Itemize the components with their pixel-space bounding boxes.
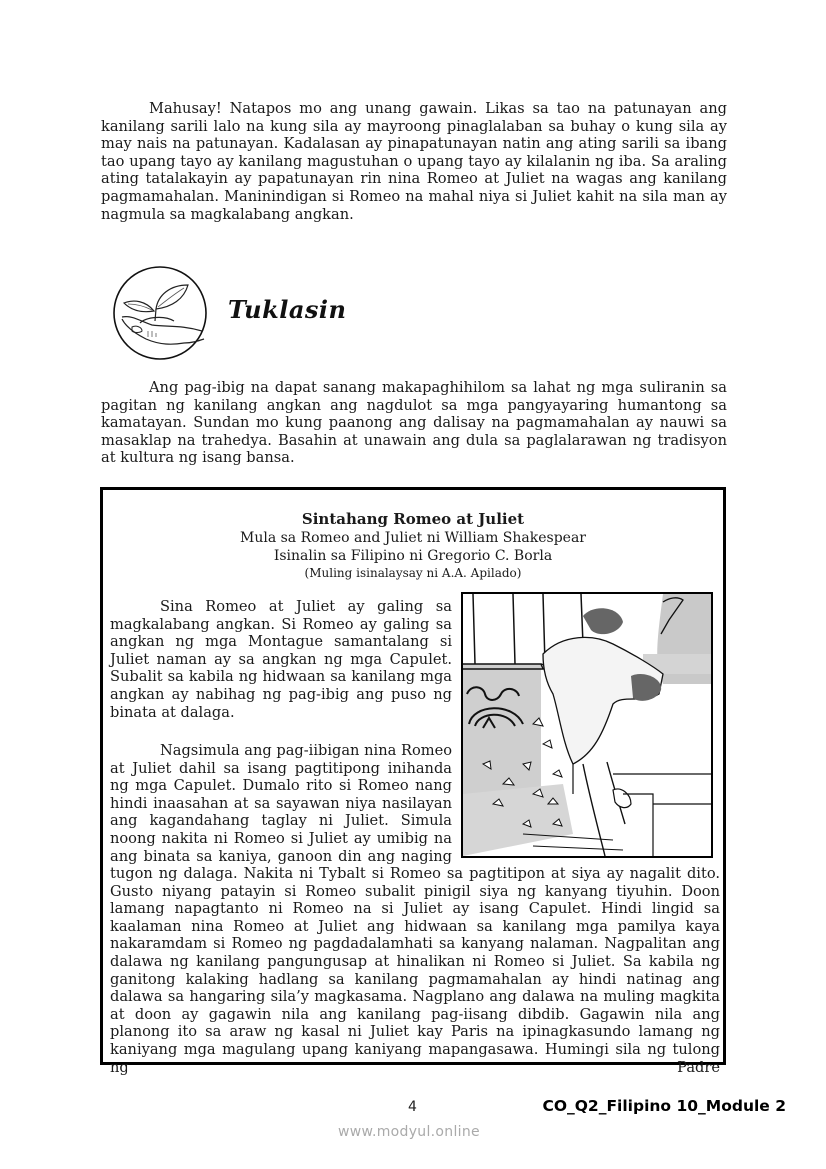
story-paragraph-1-text: Sina Romeo at Juliet ay galing sa magkalabang angkan. Si Romeo ay galing sa angkan ng mga Montague samantalang si Juliet naman ay sa angkan ng mga Capulet. Subalit sa kabila ng hidwaan sa kanilang mga angkan ay nabihag ng pag-ibig ang puso ng binata at dalaga. [110, 598, 452, 721]
intro-paragraph-text: Mahusay! Natapos mo ang unang gawain. Likas sa tao na patunayan ang kanilang sarili lalo na kung sila ay mayroong pinaglalaban sa buhay o kung sila ay may nais na patunayan. Kadalasan ay pinapatunayan natin ang ating sarili sa ibang tao upang tayo ay kanilang magustuhan o upang tayo ay kilalanin ng iba. Sa araling ating tatalakayin ay papatunayan rin nina Romeo at Juliet na wagas ang kanilang pagmamahalan. Maninindigan si Romeo na mahal niya si Juliet kahit na sila man ay nagmula sa magkalabang angkan. [101, 100, 727, 223]
story-paragraph-1 [110, 598, 452, 721]
story-box [100, 487, 726, 1076]
story-source: Mula sa Romeo and Juliet ni William Shakespear [239, 530, 586, 546]
story-paragraph-2-column-text: Nagsimula ang pag-iibigan nina Romeo at Juliet dahil sa isang pagtitipong inihanda ng mga Capulet. Dumalo rito si Romeo nang hindi inaasahan at sa sayawan niya nasilayan ang kagandahang taglay ni Juliet. Simula noong nakita ni Romeo si Juliet ay umibig na ang binata sa kaniya, ganoon din ang naging [110, 742, 452, 865]
story-translator: Isinalin sa Filipino ni Gregorio C. Borla [273, 548, 553, 564]
story-paragraph-2-full [110, 865, 720, 1076]
story-reteller: (Muling isinalaysay ni A.A. Apilado) [304, 566, 522, 580]
story-header [103, 510, 723, 581]
romeo-and-juliet-balcony-illustration [461, 592, 713, 858]
section-intro-text: Ang pag-ibig na dapat sanang makapaghihilom sa lahat ng mga suliranin sa pagitan ng kanilang angkan ang nagdulot sa mga pangyayaring humantong sa kamatayan. Sundan mo kung paanong ang dalisay na pagmamahalan ay nauwi sa masaklap na trahedya. Basahin at unawain ang dula sa paglalarawan ng tradisyon at kultura ng isang bansa. [101, 379, 727, 467]
section-intro-paragraph [101, 379, 727, 467]
module-code: CO_Q2_Filipino 10_Module 2 [542, 1097, 786, 1115]
section-title: Tuklasin [228, 295, 347, 324]
page-number: 4 [408, 1099, 417, 1115]
hands-holding-seedling-icon [112, 265, 208, 361]
intro-paragraph [101, 100, 727, 223]
story-title: Sintahang Romeo at Juliet [301, 510, 525, 528]
story-paragraph-2-full-text: tugon ng dalaga. Nakita ni Tybalt si Romeo sa pagtitipon at siya ay nagalit dito. Gusto niyang patayin si Romeo subalit pinigil siya ng kanyang tiyuhin. Doon lamang napagtanto ni Romeo na si Juliet ay isang Capulet. Hindi lingid sa kaalaman nina Romeo at Juliet ang hidwaan sa kanilang mga pamilya kaya nakaramdam si Romeo ng pagdadalamhati sa kanyang nalaman. Nagpalitan ang dalawa ng kanilang pangungusap at hinalikan ni Romeo si Juliet. Sa kabila ng ganitong kalaking hadlang sa kanilang pagmamahalan ay hindi natinag ang dalawa sa hangaring sila’y magkasama. Nagplano ang dalawa na muling magkita at doon ay gagawin nila ang kanilang pag-iisang dibdib. Gagawin nila ang planong ito sa araw ng kasal ni Juliet kay Paris na ipinagkasundo lamang ng kaniyang mga magulang upang kaniyang mapangasawa. Humingi sila ng tulong ng Padre [110, 865, 720, 1076]
story-paragraph-2-column [110, 742, 452, 865]
watermark-url: www.modyul.online [338, 1124, 480, 1140]
